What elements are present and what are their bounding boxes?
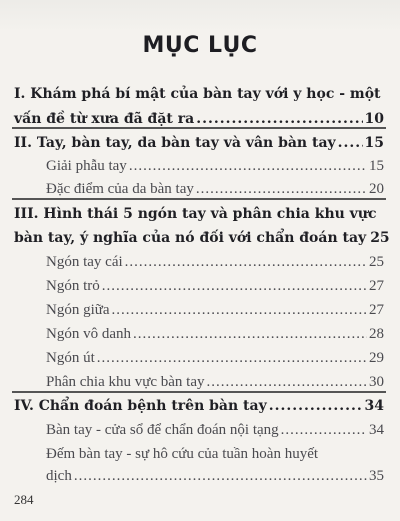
toc-entry-3-page: 25: [370, 230, 390, 246]
toc-entry-3c: [46, 301, 384, 319]
toc-entry-3b: [46, 277, 384, 295]
toc-entry-2-page: 15: [364, 135, 384, 151]
toc-entry-4-text: IV. Chẩn đoán bệnh trên bàn tay: [14, 398, 267, 414]
toc-entry-4: [14, 397, 384, 415]
toc-entry-2b-page: 20: [369, 181, 384, 197]
toc-entry-1-line-2: [14, 110, 384, 128]
toc-entry-3e-text: Ngón út: [46, 350, 95, 366]
toc-entry-3d-text: Ngón vô danh: [46, 326, 131, 342]
toc-entry-3-text: bàn tay, ý nghĩa của nó đối với chẩn đoán tay: [14, 230, 367, 246]
toc-entry-2b: [46, 180, 384, 198]
section-divider: [12, 127, 386, 129]
toc-leader-dots: [97, 349, 367, 367]
toc-entry-4b-page: 35: [369, 468, 384, 484]
toc-entry-3c-text: Ngón giữa: [46, 302, 110, 318]
toc-leader-dots: [74, 467, 367, 485]
toc-leader-dots: [133, 325, 367, 343]
toc-leader-dots: [102, 277, 367, 295]
toc-entry-4a-text: Bàn tay - cửa sổ để chẩn đoán nội tạng: [46, 422, 279, 438]
toc-entry-3e: [46, 349, 384, 367]
toc-leader-dots: [281, 421, 367, 439]
toc-entry-3d: [46, 325, 384, 343]
toc-entry-3a-page: 25: [369, 254, 384, 270]
toc-entry-3d-page: 28: [369, 326, 384, 342]
toc-entry-3b-text: Ngón trỏ: [46, 278, 100, 294]
toc-entry-1-line-1: I. Khám phá bí mật của bàn tay với y học - một: [14, 86, 381, 102]
toc-entry-4-page: 34: [364, 398, 384, 414]
toc-leader-dots: [129, 157, 367, 175]
toc-entry-2a-page: 15: [369, 158, 384, 174]
toc-entry-4a-page: 34: [369, 422, 384, 438]
toc-entry-3f-text: Phân chia khu vực bàn tay: [46, 374, 205, 390]
toc-entry-2-text: II. Tay, bàn tay, da bàn tay và vân bàn tay: [14, 135, 336, 151]
page-title: MỤC LỤC: [142, 33, 258, 58]
toc-entry-3-line-1: III. Hình thái 5 ngón tay và phân chia khu vực: [14, 206, 377, 222]
toc-entry-4b-text: dịch: [46, 468, 72, 484]
toc-leader-dots: [196, 180, 367, 198]
toc-entry-3-line-2: [14, 229, 390, 247]
toc-entry-2a-text: Giải phẫu tay: [46, 158, 127, 174]
page-number: 284: [14, 492, 34, 507]
section-divider: [12, 198, 386, 200]
toc-entry-3b-page: 27: [369, 278, 384, 294]
toc-entry-3c-page: 27: [369, 302, 384, 318]
toc-leader-dots: [207, 373, 367, 391]
toc-entry-2a: [46, 157, 384, 175]
toc-entry-1-text: vấn đề từ xưa đã đặt ra: [14, 111, 195, 127]
toc-leader-dots: [112, 301, 367, 319]
toc-entry-3e-page: 29: [369, 350, 384, 366]
toc-leader-dots: [338, 134, 363, 152]
toc-leader-dots: [196, 110, 362, 128]
toc-entry-1-page: 10: [364, 111, 384, 127]
toc-leader-dots: [125, 253, 367, 271]
toc-entry-3f-page: 30: [369, 374, 384, 390]
toc-entry-4b-line-1: Đếm bàn tay - sự hô cứu của tuần hoàn huyết: [46, 446, 319, 462]
toc-entry-2b-text: Đặc điểm của da bàn tay: [46, 181, 194, 197]
bleed-through-text: [0, 0, 400, 32]
toc-leader-dots: [269, 397, 363, 415]
toc-entry-3a: [46, 253, 384, 271]
toc-entry-2: [14, 134, 384, 152]
toc-entry-4a: [46, 421, 384, 439]
toc-entry-3f: [46, 373, 384, 391]
toc-entry-4b-line-2: [46, 467, 384, 485]
toc-entry-3a-text: Ngón tay cái: [46, 254, 123, 270]
section-divider: [12, 391, 386, 393]
